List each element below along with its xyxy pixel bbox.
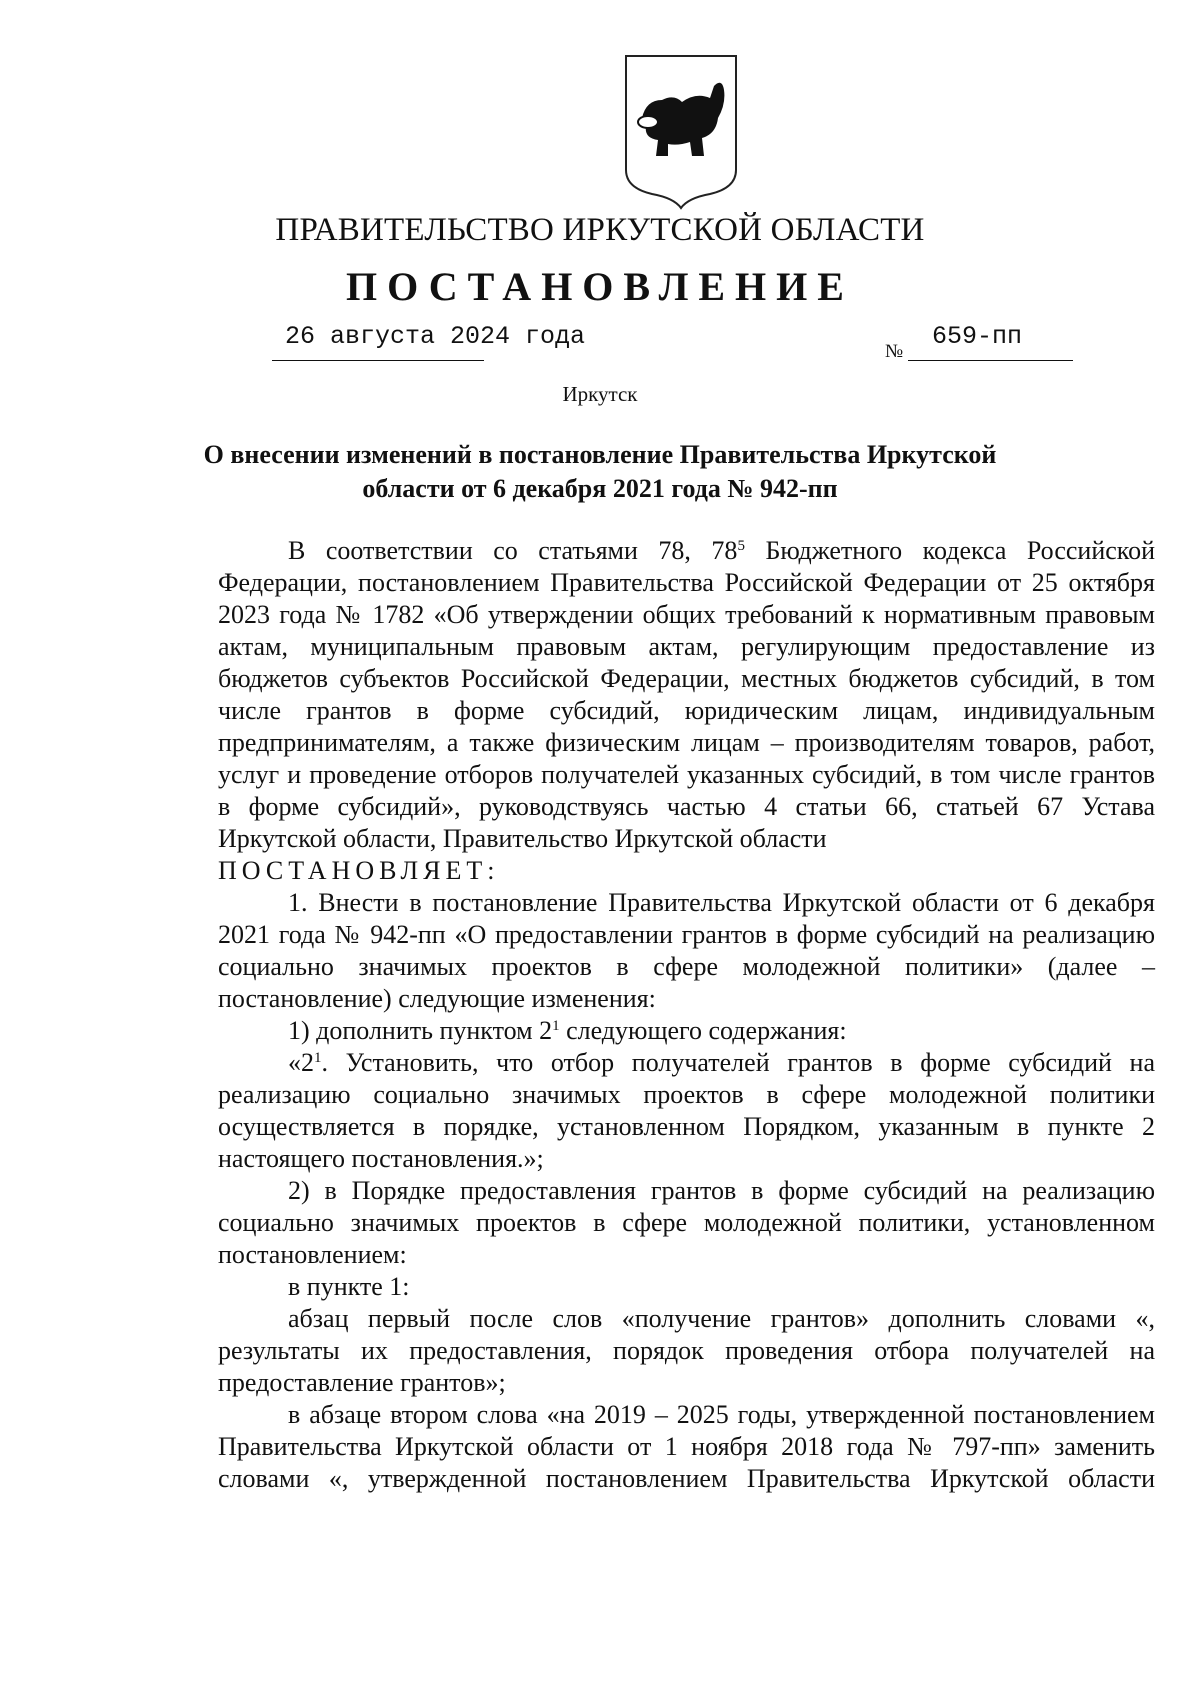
subject-line-1: О внесении изменений в постановление Правительства Иркутской <box>203 440 997 469</box>
point-1-paragraph: в пункте 1: <box>288 1272 410 1301</box>
item-1-1-text-a: 1) дополнить пунктом 2 <box>288 1016 553 1045</box>
quote-superscript: 1 <box>314 1050 322 1066</box>
sable-in-mouth <box>638 116 658 128</box>
quote-text-b: . Установить, что отбор получателей грантов в форме субсидий на реализацию социально значимых проектов в сфере молодежной политики осуществляется в порядке, установленном Порядком, указанным в пункте 2 настоящего постановления.»; <box>218 1048 1155 1173</box>
date-underline <box>272 360 484 361</box>
resolves-heading: ПОСТАНОВЛЯЕТ: <box>218 856 500 885</box>
subject-line-2: области от 6 декабря 2021 года № 942-пп <box>362 474 838 503</box>
item-1-1-superscript: 1 <box>552 1018 560 1034</box>
quote-text-a: «2 <box>288 1048 314 1077</box>
item-1-2-paragraph: 2) в Порядке предоставления грантов в форме субсидий на реализацию социально значимых проектов в сфере молодежной политики, установленном постановлением: <box>218 1176 1155 1269</box>
document-body <box>218 535 1155 1495</box>
abzac-1-paragraph: абзац первый после слов «получение грантов» дополнить словами «, результаты их предоставления, порядок проведения отбора получателей на предоставление грантов»; <box>218 1304 1155 1397</box>
preamble-paragraph <box>218 535 1155 855</box>
item-1-1-paragraph <box>218 1015 1155 1047</box>
city-name: Иркутск <box>562 382 638 406</box>
item-1-paragraph: 1. Внести в постановление Правительства Иркутской области от 6 декабря 2021 года № 942-пп «О предоставлении грантов в форме субсидий на реализацию социально значимых проектов в сфере молодежной политики» (далее – постановление) следующие изменения: <box>218 888 1155 1013</box>
number-underline <box>908 360 1073 361</box>
coat-of-arms-emblem <box>622 52 740 210</box>
quoted-point-paragraph <box>218 1047 1155 1175</box>
organization-title: ПРАВИТЕЛЬСТВО ИРКУТСКОЙ ОБЛАСТИ <box>275 212 925 248</box>
preamble-text-a: В соответствии со статьями 78, 78 <box>288 536 738 565</box>
preamble-text-b: Бюджетного кодекса Российской Федерации, постановлением Правительства Российской Федерации от 25 октября 2023 года № 1782 «Об утверждении общих требований к нормативным правовым актам, муниципальным правовым актам, регулирующим предоставление из бюджетов субъектов Российской Федерации, местных бюджетов субсидий, в том числе грантов в форме субсидий, юридическим лицам, индивидуальным предпринимателям, а также физическим лицам – производителям товаров, работ, услуг и проведение отборов получателей указанных субсидий, в том числе грантов в форме субсидий», руководствуясь частью 4 статьи 66, статьей 67 Устава Иркутской области, Правительство Иркутской области <box>218 536 1155 853</box>
decree-date: 26 августа 2024 года <box>285 322 586 351</box>
abzac-2-paragraph: в абзаце втором слова «на 2019 – 2025 годы, утвержденной постановлением Правительства Иркутской области от 1 ноября 2018 года № 797-пп» заменить словами «, утвержденной постановлением Правительства Иркутской области <box>218 1400 1155 1493</box>
number-sign: № <box>885 341 904 362</box>
decree-number: 659-пп <box>932 322 1023 351</box>
preamble-superscript: 5 <box>737 538 745 554</box>
decree-subject <box>200 438 1000 506</box>
item-1-1-text-b: следующего содержания: <box>559 1016 847 1045</box>
document-type-title: ПОСТАНОВЛЕНИЕ <box>346 264 854 309</box>
